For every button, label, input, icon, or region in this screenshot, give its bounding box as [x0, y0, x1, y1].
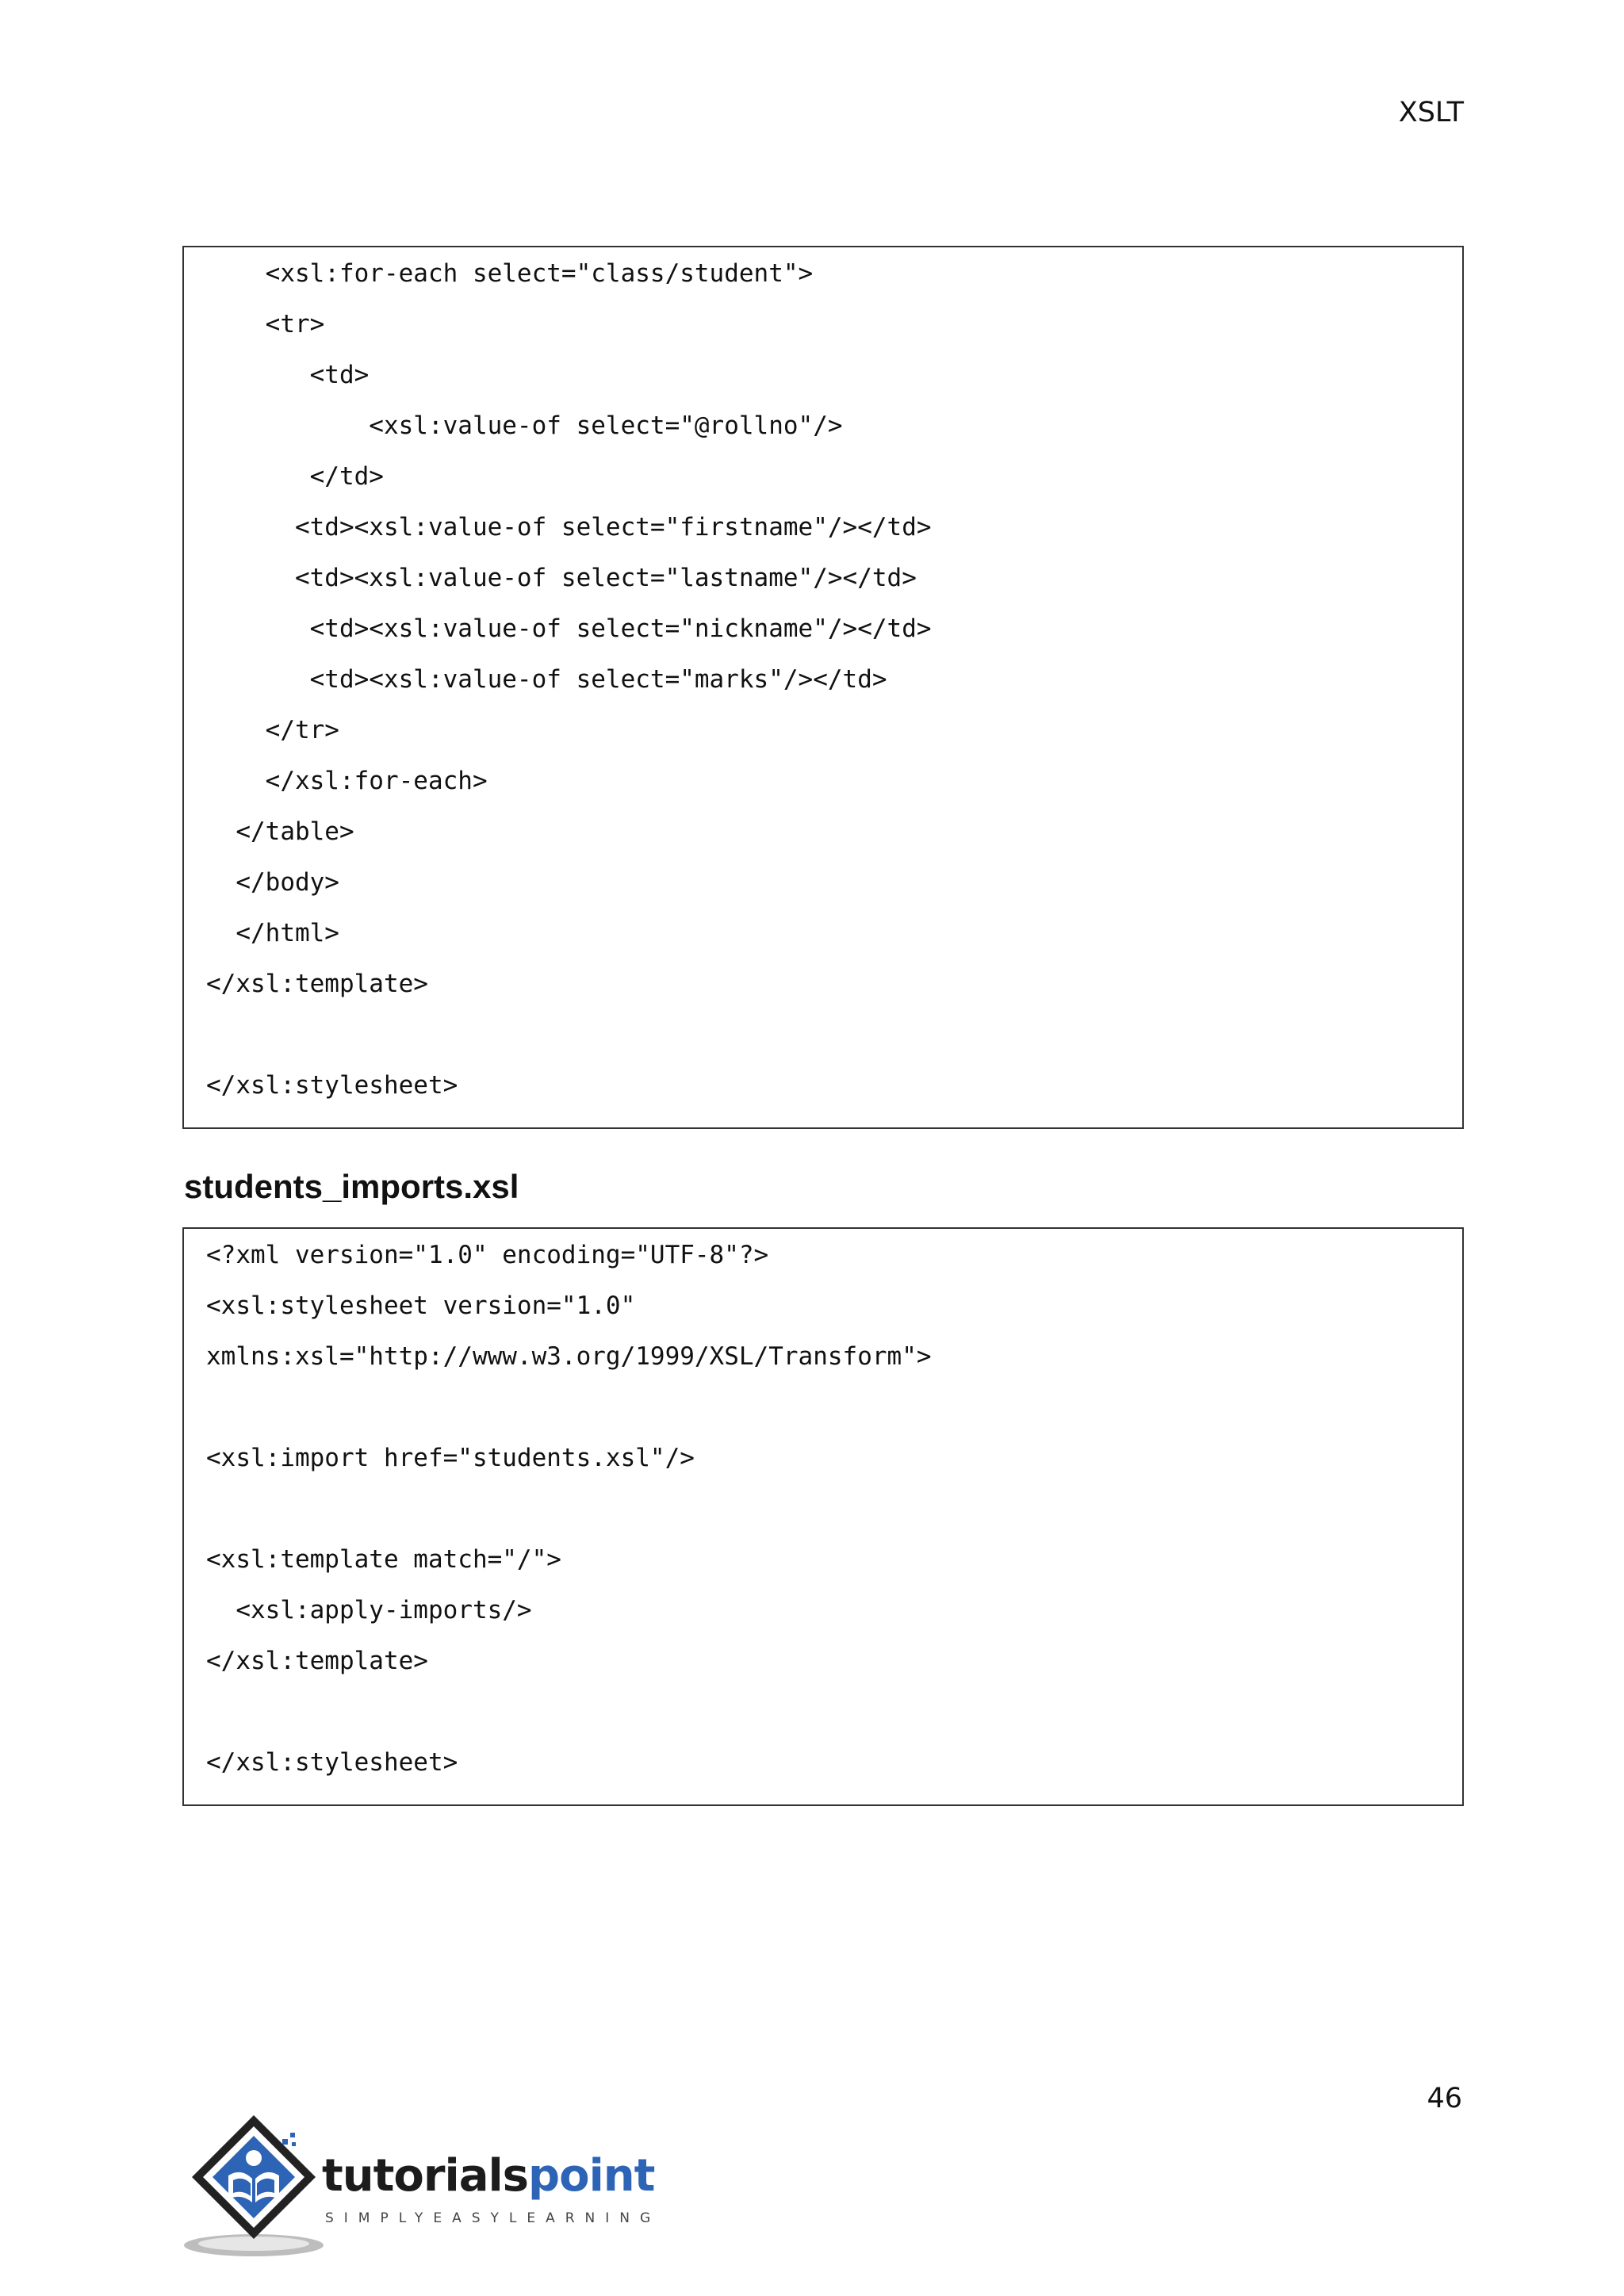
logo-tagline: SIMPLYEASYLEARNING	[325, 2210, 661, 2226]
code-line: <td>	[206, 361, 370, 389]
code-line: </xsl:stylesheet>	[206, 1071, 458, 1100]
code-line: </table>	[206, 817, 354, 846]
code-line: </td>	[206, 462, 384, 491]
running-header-title: XSLT	[1398, 97, 1464, 128]
logo-wordmark	[322, 2150, 654, 2202]
code-line: </xsl:stylesheet>	[206, 1748, 458, 1777]
code-block-students-imports-xsl	[182, 1227, 1464, 1806]
code-line: </html>	[206, 919, 339, 947]
code-line: <td><xsl:value-of select="marks"/></td>	[206, 665, 887, 694]
code-line: <xsl:apply-imports/>	[206, 1596, 532, 1624]
code-line: </tr>	[206, 716, 339, 744]
code-line: <td><xsl:value-of select="firstname"/></td>	[206, 513, 932, 541]
code-line: <xsl:stylesheet version="1.0"	[206, 1292, 636, 1320]
code-line: <xsl:value-of select="@rollno"/>	[206, 411, 843, 440]
section-heading: students_imports.xsl	[184, 1168, 519, 1205]
code-line: <td><xsl:value-of select="lastname"/></td>	[206, 564, 917, 592]
code-block-students-xsl	[182, 246, 1464, 1129]
code-line: <xsl:for-each select="class/student">	[206, 259, 814, 288]
code-line: <xsl:template match="/">	[206, 1545, 561, 1574]
code-line: </body>	[206, 868, 339, 897]
code-line: <xsl:import href="students.xsl"/>	[206, 1444, 695, 1472]
logo-emblem-icon	[181, 2109, 324, 2260]
code-line: </xsl:template>	[206, 970, 428, 998]
code-line: <?xml version="1.0" encoding="UTF-8"?>	[206, 1241, 769, 1269]
logo-word-point: point	[528, 2150, 655, 2202]
logo-word-tutorials: tutorials	[322, 2150, 529, 2202]
code-line: </xsl:for-each>	[206, 767, 488, 795]
code-line: <td><xsl:value-of select="nickname"/></td>	[206, 614, 932, 643]
page-number: 46	[1427, 2083, 1462, 2114]
code-line: </xsl:template>	[206, 1647, 428, 1675]
tutorialspoint-logo	[181, 2109, 672, 2260]
code-line: xmlns:xsl="http://www.w3.org/1999/XSL/Transform">	[206, 1342, 932, 1371]
code-line: <tr>	[206, 310, 325, 339]
